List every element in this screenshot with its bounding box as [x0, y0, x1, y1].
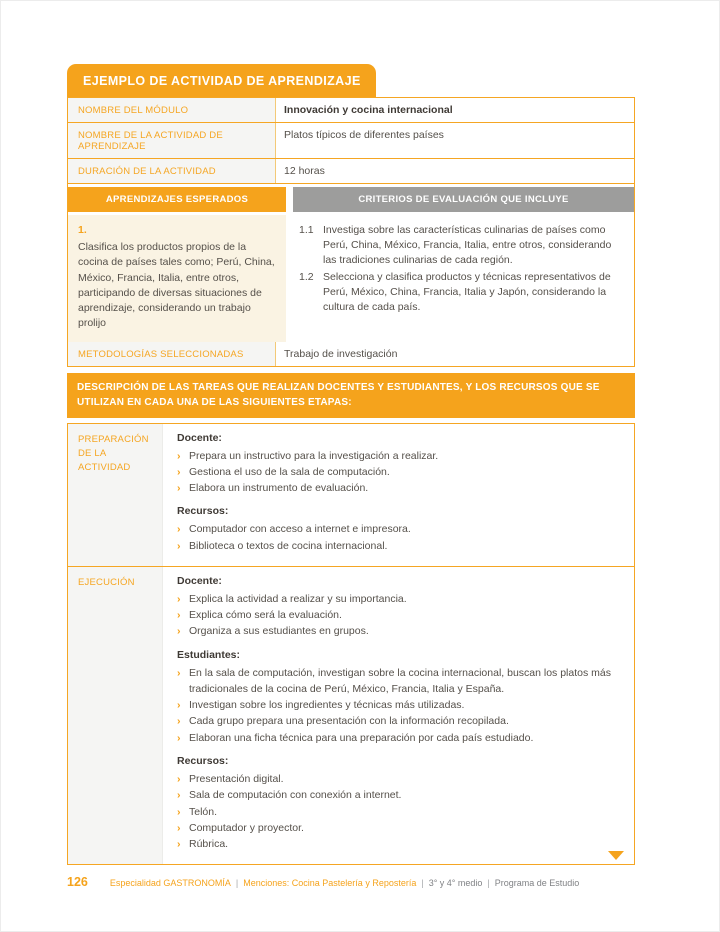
bullet-marker-icon: › — [177, 731, 181, 744]
bullet-item — [177, 730, 618, 746]
bullet-item — [177, 836, 618, 852]
learning-description: Clasifica los productos propios de la cocina de países tales como; Perú, China, México, Francia, Italia, entre otros, participando de diversas situaciones de aprendizaje, considerando un trabajo prolijo — [78, 241, 275, 330]
bullet-item — [177, 464, 618, 480]
bullet-marker-icon: › — [177, 625, 181, 638]
bullet-item — [177, 521, 618, 537]
stage-group — [177, 575, 618, 640]
stage-content — [163, 424, 634, 566]
expected-learning-header: APRENDIZAJES ESPERADOS — [68, 187, 286, 212]
info-row — [68, 158, 634, 183]
bullet-text: Biblioteca o textos de cocina internacional. — [189, 539, 388, 552]
bullet-text: Cada grupo prepara una presentación con la información recopilada. — [189, 715, 509, 728]
stage-group — [177, 505, 618, 554]
page-footer — [67, 875, 667, 889]
learning-header-row — [68, 183, 634, 215]
bullet-item — [177, 623, 618, 639]
bullet-text: Computador con acceso a internet e impresora. — [189, 523, 411, 536]
learning-number: 1. — [78, 224, 87, 236]
stage-content — [163, 567, 634, 864]
footer-separator: | — [235, 878, 239, 888]
bullet-marker-icon: › — [177, 772, 181, 785]
methodology-row — [68, 342, 634, 366]
info-rows — [68, 98, 634, 183]
bullet-item — [177, 804, 618, 820]
group-heading: Docente: — [177, 431, 222, 444]
info-row-label: NOMBRE DEL MÓDULO — [68, 98, 276, 122]
bullet-marker-icon: › — [177, 539, 181, 552]
info-row-label: NOMBRE DE LA ACTIVIDAD DE APRENDIZAJE — [68, 123, 276, 158]
bullet-text: Investigan sobre los ingredientes y técnicas más utilizadas. — [189, 699, 465, 712]
group-heading: Estudiantes: — [177, 648, 241, 661]
bullet-item — [177, 697, 618, 713]
bullet-text: Elaboran una ficha técnica para una preparación por cada país estudiado. — [189, 731, 534, 744]
criteria-item — [299, 270, 624, 316]
footer-segment: 3° y 4° medio — [428, 878, 483, 888]
expected-learning-cell — [68, 215, 286, 342]
bullet-marker-icon: › — [177, 523, 181, 536]
bullet-text: Sala de computación con conexión a internet. — [189, 789, 402, 802]
methodology-label: METODOLOGÍAS SELECCIONADAS — [68, 342, 276, 366]
criteria-text: Selecciona y clasifica productos y técnicas representativos de Perú, México, China, Francia, Italia y Japón, considerando la cultura de cada país. — [323, 270, 611, 314]
info-row — [68, 98, 634, 122]
bullet-item — [177, 448, 618, 464]
info-row-value: Innovación y cocina internacional — [276, 98, 634, 122]
bullet-text: Prepara un instructivo para la investigación a realizar. — [189, 449, 439, 462]
bullet-item — [177, 480, 618, 496]
bullet-text: Presentación digital. — [189, 772, 284, 785]
criteria-list — [293, 215, 634, 342]
bullet-text: Computador y proyector. — [189, 821, 304, 834]
bullet-marker-icon: › — [177, 449, 181, 462]
footer-segment: Programa de Estudio — [494, 878, 580, 888]
bullet-item — [177, 787, 618, 803]
criteria-text: Investiga sobre las características culinarias de países como Perú, China, México, Francia, Italia, entre otros, considerando las tradiciones culinarias de cada región. — [323, 224, 612, 267]
footer-separator: | — [421, 878, 424, 888]
info-row-value: 12 horas — [276, 159, 634, 183]
bullet-marker-icon: › — [177, 465, 181, 478]
bullet-item — [177, 665, 618, 698]
footer-segment: Menciones: Cocina Pastelería y Repostería — [243, 878, 417, 888]
bullet-text: Rúbrica. — [189, 838, 229, 851]
bullet-text: Telón. — [189, 805, 218, 818]
bullet-marker-icon: › — [177, 821, 181, 834]
continuation-arrow-icon — [608, 851, 624, 860]
stages-rows — [68, 424, 634, 865]
group-heading: Recursos: — [177, 505, 229, 518]
stage-row — [68, 566, 634, 864]
activity-sheet — [67, 64, 635, 865]
stage-label: PREPARACIÓN DE LA ACTIVIDAD — [68, 424, 163, 566]
info-row-value: Platos típicos de diferentes países — [276, 123, 634, 158]
bullet-text: En la sala de computación, investigan sobre la cocina internacional, buscan los platos más tradicionales de la cocina de Perú, México, Francia, Italia y España. — [189, 666, 611, 695]
bullet-marker-icon: › — [177, 666, 181, 679]
bullet-item — [177, 607, 618, 623]
stage-group — [177, 755, 618, 852]
bullet-marker-icon: › — [177, 838, 181, 851]
bullet-item — [177, 713, 618, 729]
criteria-number: 1.2 — [299, 270, 314, 283]
bullet-marker-icon: › — [177, 715, 181, 728]
bullet-text: Organiza a sus estudiantes en grupos. — [189, 625, 369, 638]
bullet-marker-icon: › — [177, 699, 181, 712]
footer-separator: | — [487, 878, 490, 888]
bullet-item — [177, 820, 618, 836]
bullet-item — [177, 771, 618, 787]
criteria-item — [299, 223, 624, 269]
stages-table — [67, 423, 635, 866]
group-heading: Docente: — [177, 574, 222, 587]
cell-gutter — [286, 215, 293, 342]
footer-text — [110, 878, 579, 888]
bullet-marker-icon: › — [177, 609, 181, 622]
bullet-item — [177, 538, 618, 554]
bullet-text: Explica cómo será la evaluación. — [189, 609, 342, 622]
activity-info-table — [67, 97, 635, 367]
stage-group — [177, 649, 618, 746]
expected-learning-row — [68, 215, 634, 342]
evaluation-criteria-header: CRITERIOS DE EVALUACIÓN QUE INCLUYE — [293, 187, 634, 212]
bullet-text: Gestiona el uso de la sala de computación. — [189, 465, 390, 478]
stage-label: EJECUCIÓN — [68, 567, 163, 864]
bullet-marker-icon: › — [177, 789, 181, 802]
methodology-value: Trabajo de investigación — [276, 342, 634, 366]
bullet-text: Explica la actividad a realizar y su importancia. — [189, 592, 407, 605]
tasks-description-banner: DESCRIPCIÓN DE LAS TAREAS QUE REALIZAN DOCENTES Y ESTUDIANTES, Y LOS RECURSOS QUE SE UTILIZAN EN CADA UNA DE LAS SIGUIENTES ETAPAS: — [67, 373, 635, 418]
stage-row — [68, 424, 634, 566]
bullet-marker-icon: › — [177, 482, 181, 495]
bullet-text: Elabora un instrumento de evaluación. — [189, 482, 369, 495]
criteria-number: 1.1 — [299, 224, 314, 236]
page-title: EJEMPLO DE ACTIVIDAD DE APRENDIZAJE — [67, 64, 376, 97]
bullet-item — [177, 591, 618, 607]
info-row-label: DURACIÓN DE LA ACTIVIDAD — [68, 159, 276, 183]
bullet-marker-icon: › — [177, 805, 181, 818]
footer-segment: Especialidad GASTRONOMÍA — [109, 878, 231, 888]
group-heading: Recursos: — [177, 754, 229, 767]
page-number: 126 — [67, 875, 88, 889]
bullet-marker-icon: › — [177, 592, 181, 605]
header-gutter — [286, 187, 293, 212]
stage-group — [177, 432, 618, 497]
info-row — [68, 122, 634, 158]
